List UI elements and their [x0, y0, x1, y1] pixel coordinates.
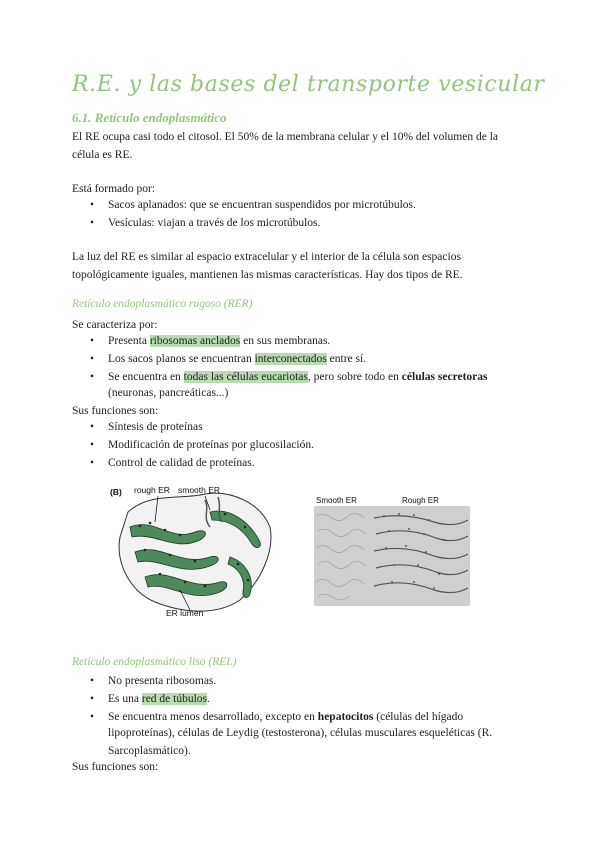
er-diagram-image — [110, 482, 275, 622]
list-item: • Síntesis de proteínas — [90, 421, 203, 433]
highlight: interconectados — [254, 353, 327, 365]
list-item: • Modificación de proteínas por glucosilación. — [90, 439, 314, 451]
list-item: • Es una red de túbulos. — [90, 693, 210, 705]
intro-line-1: El RE ocupa casi todo el citosol. El 50% de la membrana celular y el 10% del volumen de la — [72, 131, 499, 143]
formed-by-label: Está formado por: — [72, 183, 156, 195]
lumen-line-1: La luz del RE es similar al espacio extracelular y el interior de la célula son espacios — [72, 251, 461, 263]
highlight: todas las células eucariotas — [183, 371, 308, 383]
figure-panel-label: (B) — [110, 487, 122, 497]
rel-functions-label: Sus funciones son: — [72, 761, 159, 773]
list-item: • Control de calidad de proteínas. — [90, 457, 255, 469]
rel-heading: Retículo endoplasmático liso (REL) — [72, 656, 237, 668]
list-item: • Presenta ribosomas anclados en sus membranas. — [90, 335, 331, 347]
rer-heading: Retículo endoplasmático rugoso (RER) — [72, 298, 253, 310]
list-item: • Se encuentra menos desarrollado, excepto en hepatocitos (células del hígado — [90, 711, 464, 723]
list-item: • No presenta ribosomas. — [90, 675, 217, 687]
list-item: • Los sacos planos se encuentran interconectados entre sí. — [90, 353, 367, 365]
intro-line-2: célula es RE. — [72, 149, 133, 161]
list-item-continuation: Sarcoplasmático). — [108, 745, 191, 757]
highlight: ribosomas anclados — [149, 335, 241, 347]
rer-functions-label: Sus funciones son: — [72, 405, 159, 417]
lumen-line-2: topológicamente iguales, mantienen las mismas características. Hay dos tipos de RE. — [72, 269, 463, 281]
figure-label-smooth-er: Smooth ER — [316, 496, 357, 505]
er-micrograph-image — [314, 496, 470, 606]
list-item: • Vesículas: viajan a través de los microtúbulos. — [90, 217, 321, 229]
highlight: red de túbulos — [141, 693, 208, 705]
list-item-continuation: lipoproteínas), células de Leydig (testosterona), células musculares esqueléticas (R. — [108, 727, 493, 739]
figure-label-rough-er: Rough ER — [402, 496, 439, 505]
list-item-continuation: (neuronas, pancreáticas...) — [108, 387, 229, 399]
list-item: • Sacos aplanados: que se encuentran suspendidos por microtúbulos. — [90, 199, 416, 211]
section-heading: 6.1. Retículo endoplasmático — [72, 110, 227, 125]
er-micrograph-figure — [314, 496, 470, 606]
figure-label-rough-er: rough ER — [134, 485, 170, 495]
page-title: R.E. y las bases del transporte vesicular — [72, 72, 545, 97]
figure-label-er-lumen: ER lumen — [166, 608, 204, 618]
er-diagram-figure — [110, 482, 275, 622]
list-item: • Se encuentra en todas las células eucariotas, pero sobre todo en células secretoras — [90, 371, 488, 383]
figure-label-smooth-er: smooth ER — [178, 485, 221, 495]
rer-characterized-label: Se caracteriza por: — [72, 319, 158, 331]
